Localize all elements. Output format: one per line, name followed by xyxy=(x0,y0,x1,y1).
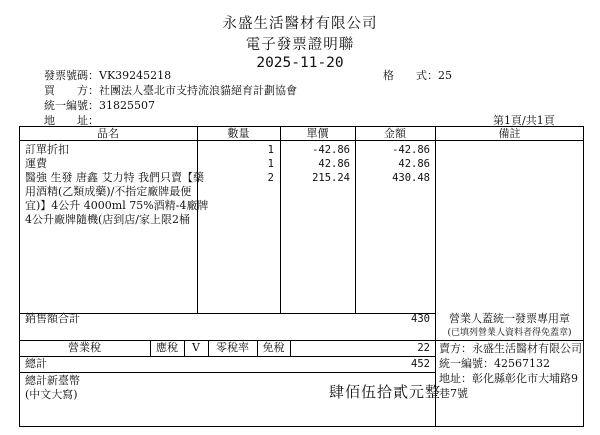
tax-amount: 22 xyxy=(417,342,430,354)
page-indicator: 第1頁/共1頁 xyxy=(493,114,555,127)
item-qty: 2 xyxy=(267,172,274,184)
item-name: 訂單折扣 xyxy=(25,143,69,156)
header-qty: 數量 xyxy=(227,127,250,140)
stamp-title: 營業人蓋統一發票專用章 xyxy=(449,312,570,325)
item-unit-price: 215.24 xyxy=(312,172,350,184)
col-divider-amount xyxy=(435,126,436,427)
total-words-sublabel: (中文大寫) xyxy=(25,388,78,401)
header-amount: 金額 xyxy=(384,127,406,140)
exempt-label: 免稅 xyxy=(262,341,285,354)
total-words-label: 總計新臺幣 xyxy=(25,374,80,387)
seller-name: 賣方：永盛生活醫材有限公司 xyxy=(439,342,582,355)
buyer-name: 買 方：社團法人臺北市支持流浪貓絕育計劃協會 xyxy=(44,84,297,97)
sales-total-value: 430 xyxy=(411,313,430,325)
item-unit-price: -42.86 xyxy=(312,144,350,156)
tax-label: 營業稅 xyxy=(68,341,101,354)
header-name: 品名 xyxy=(97,127,119,140)
item-amount: -42.86 xyxy=(392,144,430,156)
item-amount: 430.48 xyxy=(392,172,430,184)
taxable-label: 應稅 xyxy=(156,341,178,354)
total-row-divider xyxy=(19,372,435,373)
stamp-note: (已填列營業人資料者得免蓋章) xyxy=(447,328,572,338)
item-name: 醫強 生發 唐鑫 艾力特 我們只賣【藥用酒精(乙類成藥)/不指定廠牌最便宜)】4公升 4000ml 75%酒精-4廠牌4公升廠牌隨機(店到店/家上限2桶 xyxy=(25,171,209,226)
item-unit-price: 42.86 xyxy=(318,158,350,170)
col-divider-qty xyxy=(280,126,281,313)
zero-tax-label: 零稅率 xyxy=(216,341,249,354)
seller-address: 地址：彰化縣彰化市大埔路9巷7號 xyxy=(439,372,578,400)
item-qty: 1 xyxy=(267,144,274,156)
header-unit-price: 單價 xyxy=(306,127,329,140)
invoice-date: 2025-11-20 xyxy=(256,55,344,71)
taxable-mark: V xyxy=(192,341,200,354)
total-label: 總計 xyxy=(25,357,47,370)
total-in-words: 肆佰伍拾貳元整 xyxy=(329,383,442,401)
header-remarks: 備註 xyxy=(498,127,521,140)
buyer-tax-id: 統一編號：31825507 xyxy=(44,99,155,112)
buyer-address: 地 址： xyxy=(44,114,99,127)
tax-divider-5 xyxy=(290,340,291,356)
document-title: 電子發票證明聯 xyxy=(245,37,355,53)
item-qty: 1 xyxy=(267,158,274,170)
total-value: 452 xyxy=(411,358,430,370)
item-name: 運費 xyxy=(25,157,47,170)
col-divider-price xyxy=(355,126,356,313)
item-amount: 42.86 xyxy=(398,158,430,170)
invoice-format: 格 式：25 xyxy=(383,69,452,82)
company-name: 永盛生活醫材有限公司 xyxy=(222,16,378,32)
sales-total-label: 銷售額合計 xyxy=(25,312,80,325)
seller-tax-id: 統一編號：42567132 xyxy=(439,357,550,370)
invoice-number: 發票號碼：VK39245218 xyxy=(44,69,172,82)
